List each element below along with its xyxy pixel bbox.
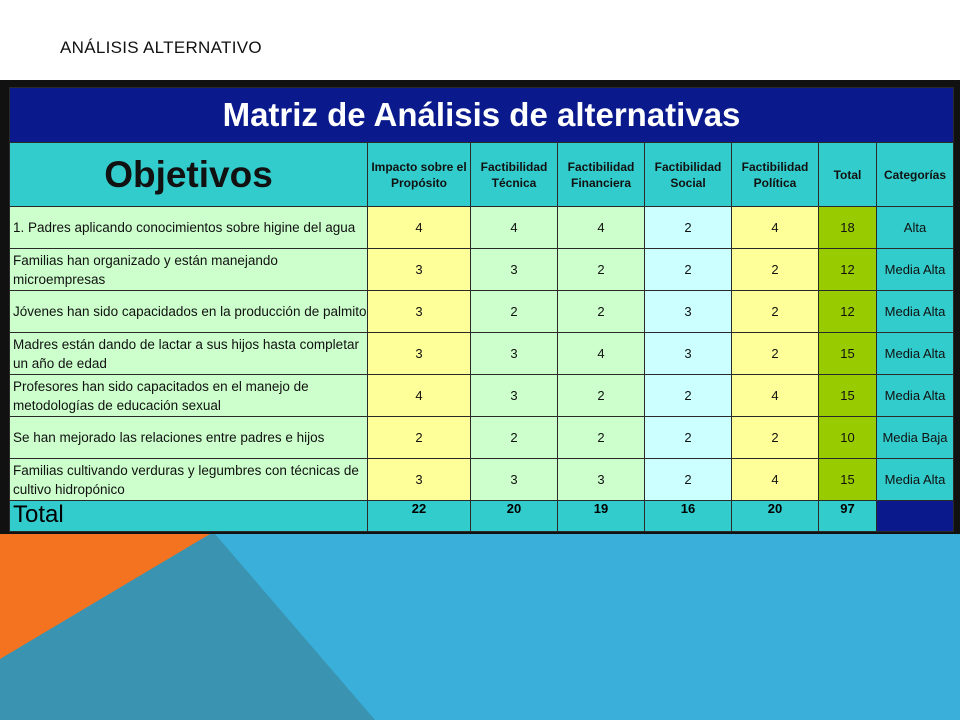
row-total: 10 <box>819 417 877 459</box>
total-politica: 20 <box>732 501 819 532</box>
row-tecnica: 3 <box>471 459 558 501</box>
header-objetivos: Objetivos <box>10 143 368 207</box>
header-financiera: Factibilidad Financiera <box>558 143 645 207</box>
row-total: 15 <box>819 333 877 375</box>
row-impacto: 4 <box>368 375 471 417</box>
row-financiera: 2 <box>558 375 645 417</box>
row-tecnica: 3 <box>471 333 558 375</box>
total-impacto: 22 <box>368 501 471 532</box>
row-objetivo: Profesores han sido capacitados en el manejo de metodologías de educación sexual <box>10 375 368 417</box>
row-total: 15 <box>819 459 877 501</box>
table-row <box>10 333 954 375</box>
matrix-rows <box>10 207 954 501</box>
row-impacto: 3 <box>368 249 471 291</box>
row-financiera: 4 <box>558 333 645 375</box>
row-politica: 2 <box>732 333 819 375</box>
total-financiera: 19 <box>558 501 645 532</box>
total-social: 16 <box>645 501 732 532</box>
row-tecnica: 2 <box>471 291 558 333</box>
row-tecnica: 4 <box>471 207 558 249</box>
row-total: 18 <box>819 207 877 249</box>
row-financiera: 2 <box>558 417 645 459</box>
row-objetivo: Familias cultivando verduras y legumbres con técnicas de cultivo hidropónico <box>10 459 368 501</box>
row-impacto: 3 <box>368 291 471 333</box>
row-categoria: Media Alta <box>877 291 954 333</box>
row-politica: 2 <box>732 249 819 291</box>
row-total: 15 <box>819 375 877 417</box>
header-politica: Factibilidad Política <box>732 143 819 207</box>
alternatives-matrix <box>9 87 954 532</box>
header-categorias: Categorías <box>877 143 954 207</box>
totals-row <box>10 501 954 532</box>
row-tecnica: 2 <box>471 417 558 459</box>
row-financiera: 3 <box>558 459 645 501</box>
row-financiera: 4 <box>558 207 645 249</box>
row-politica: 2 <box>732 417 819 459</box>
row-objetivo: Jóvenes han sido capacidados en la producción de palmito <box>10 291 368 333</box>
row-impacto: 3 <box>368 333 471 375</box>
row-social: 2 <box>645 207 732 249</box>
row-politica: 4 <box>732 375 819 417</box>
row-objetivo: Madres están dando de lactar a sus hijos hasta completar un año de edad <box>10 333 368 375</box>
table-row <box>10 249 954 291</box>
table-row <box>10 375 954 417</box>
header-impacto: Impacto sobre el Propósito <box>368 143 471 207</box>
row-social: 3 <box>645 333 732 375</box>
table-row <box>10 459 954 501</box>
header-social: Factibilidad Social <box>645 143 732 207</box>
table-row <box>10 417 954 459</box>
row-categoria: Media Baja <box>877 417 954 459</box>
row-politica: 4 <box>732 459 819 501</box>
table-row <box>10 291 954 333</box>
row-social: 2 <box>645 417 732 459</box>
row-financiera: 2 <box>558 291 645 333</box>
row-total: 12 <box>819 249 877 291</box>
row-financiera: 2 <box>558 249 645 291</box>
row-social: 3 <box>645 291 732 333</box>
row-objetivo: 1. Padres aplicando conocimientos sobre higine del agua <box>10 207 368 249</box>
row-total: 12 <box>819 291 877 333</box>
row-objetivo: Familias han organizado y están manejando microempresas <box>10 249 368 291</box>
row-social: 2 <box>645 375 732 417</box>
row-politica: 4 <box>732 207 819 249</box>
header-total: Total <box>819 143 877 207</box>
matrix-banner: Matriz de Análisis de alternativas <box>10 88 954 143</box>
row-categoria: Alta <box>877 207 954 249</box>
row-categoria: Media Alta <box>877 459 954 501</box>
row-impacto: 2 <box>368 417 471 459</box>
row-objetivo: Se han mejorado las relaciones entre padres e hijos <box>10 417 368 459</box>
row-impacto: 3 <box>368 459 471 501</box>
total-total: 97 <box>819 501 877 532</box>
row-social: 2 <box>645 249 732 291</box>
totals-empty-cell <box>877 501 954 532</box>
decorative-shapes <box>0 534 960 720</box>
row-categoria: Media Alta <box>877 249 954 291</box>
row-tecnica: 3 <box>471 375 558 417</box>
table-row <box>10 207 954 249</box>
row-tecnica: 3 <box>471 249 558 291</box>
matrix-image <box>0 80 960 536</box>
row-social: 2 <box>645 459 732 501</box>
row-politica: 2 <box>732 291 819 333</box>
row-impacto: 4 <box>368 207 471 249</box>
header-tecnica: Factibilidad Técnica <box>471 143 558 207</box>
row-categoria: Media Alta <box>877 375 954 417</box>
row-categoria: Media Alta <box>877 333 954 375</box>
totals-label: Total <box>10 501 368 532</box>
total-tecnica: 20 <box>471 501 558 532</box>
slide-title: ANÁLISIS ALTERNATIVO <box>60 38 262 57</box>
